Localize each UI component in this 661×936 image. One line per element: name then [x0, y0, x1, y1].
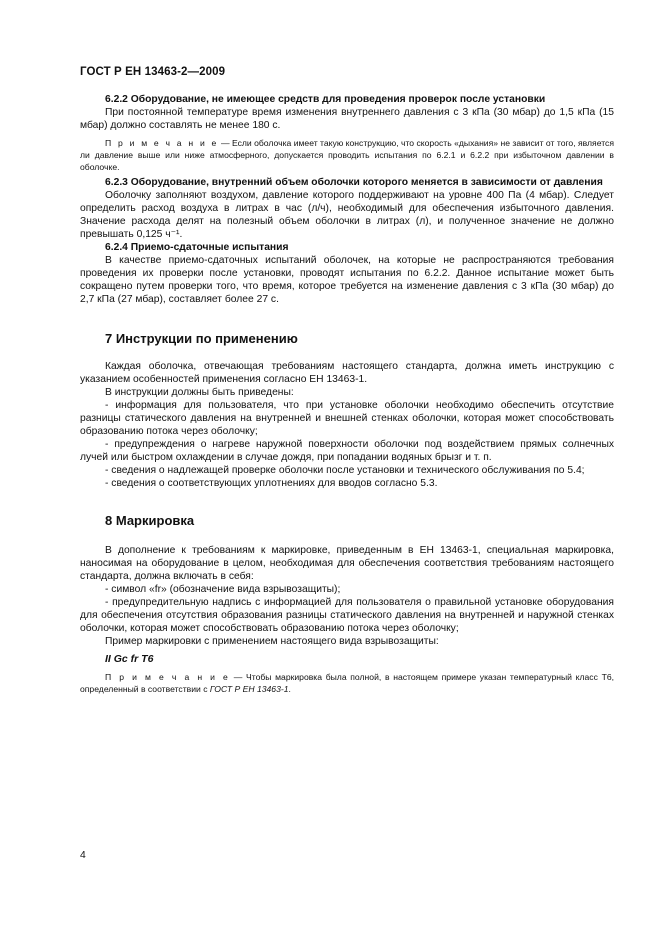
- note-text: — Чтобы маркировка была полной, в настоящем примере указан температурный класс Т6, определенный в соответствии с: [80, 672, 614, 694]
- section-7-heading: 7 Инструкции по применению: [105, 331, 298, 346]
- section-7-para-1: Каждая оболочка, отвечающая требованиям настоящего стандарта, должна иметь инструкцию с указанием особенностей применения согласно ЕН 13463-1.: [80, 361, 614, 385]
- section-6-2-2-title: 6.2.2 Оборудование, не имеющее средств для проведения проверок после установки: [105, 94, 546, 105]
- section-8-note: [80, 671, 614, 695]
- list-item: - сведения о надлежащей проверке оболочки после установки и технического обслуживания по 5.4;: [105, 465, 585, 476]
- section-6-2-4-text: В качестве приемо-сдаточных испытаний оболочек, на которые не распространяются требования проведения их проверки после установки, проводят испытания по 6.2.2. Данное испытание может быть сокращено путем проверки того, что время, которое требуется на изменение давления с 3 кПа (30 мбар) до 2,7 кПа (27 мбар), составляет более 27 с.: [80, 255, 614, 305]
- note-reference: ГОСТ Р ЕН 13463-1: [209, 684, 289, 694]
- section-7-para-2: В инструкции должны быть приведены:: [105, 387, 294, 398]
- section-8-para-2: Пример маркировки с применением настоящего вида взрывозащиты:: [105, 636, 439, 647]
- note-label: П р и м е ч а н и е: [105, 138, 219, 148]
- list-item: - сведения о соответствующих уплотнениях для вводов согласно 5.3.: [105, 478, 438, 489]
- note-end: .: [288, 684, 291, 694]
- section-6-2-2-text: При постоянной температуре время изменения внутреннего давления с 3 кПа (30 мбар) до 1,5 кПа (15 мбар) должно составлять не менее 180 с.: [80, 107, 614, 131]
- list-item: - предупредительную надпись с информацией для пользователя о правильной установке оборудования для обеспечения отсутствия образования разницы статического давления на внутренней и наружной стенках оболочки, которая может способствовать образованию потока через оболочку;: [80, 597, 614, 634]
- document-body: [80, 93, 614, 698]
- note-label: П р и м е ч а н и е: [105, 672, 231, 682]
- document-header: ГОСТ Р ЕН 13463-2—2009: [80, 66, 226, 78]
- marking-example: II Gc fr T6: [105, 653, 154, 665]
- section-6-2-3-text: Оболочку заполняют воздухом, давление которого поддерживают на уровне 400 Па (4 мбар). Следует определить расход воздуха в литрах в час (л/ч), необходимый для обеспечения избыточного давления. Значение расхода делят на полезный объем оболочки в литрах (л), и полученное значение не должно превышать 0,125 ч⁻¹.: [80, 190, 614, 240]
- section-8-heading: 8 Маркировка: [105, 513, 195, 528]
- section-6-2-4-title: 6.2.4 Приемо-сдаточные испытания: [105, 242, 289, 253]
- list-item: - информация для пользователя, что при установке оболочки необходимо обеспечить отсутствие разницы статического давления на внутренней и внешней стенках оболочки, которая может способствовать образованию потока через оболочку;: [80, 400, 614, 437]
- list-item: - предупреждения о нагреве наружной поверхности оболочки под воздействием прямых солнечных лучей или быстром охлаждении в случае дождя, при попадании водяных брызг и т. п.: [80, 439, 614, 463]
- section-6-2-2-note: [80, 137, 614, 173]
- list-item: - символ «fr» (обозначение вида взрывозащиты);: [105, 584, 341, 595]
- note-text: — Если оболочка имеет такую конструкцию, что скорость «дыхания» не зависит от того, является ли давление выше или ниже атмосферного, допускается проводить испытания по 6.2.1 и 6.2.2 при избыточном давлении в оболочке.: [80, 138, 614, 172]
- section-6-2-3-title: 6.2.3 Оборудование, внутренний объем оболочки которого меняется в зависимости от давления: [105, 177, 603, 188]
- page-number: 4: [80, 850, 86, 861]
- section-8-para-1: В дополнение к требованиям к маркировке, приведенным в ЕН 13463-1, специальная маркировка, наносимая на оборудование в целом, необходимая для обеспечения соответствия требованиям настоящего стандарта, должна включать в себя:: [80, 545, 614, 582]
